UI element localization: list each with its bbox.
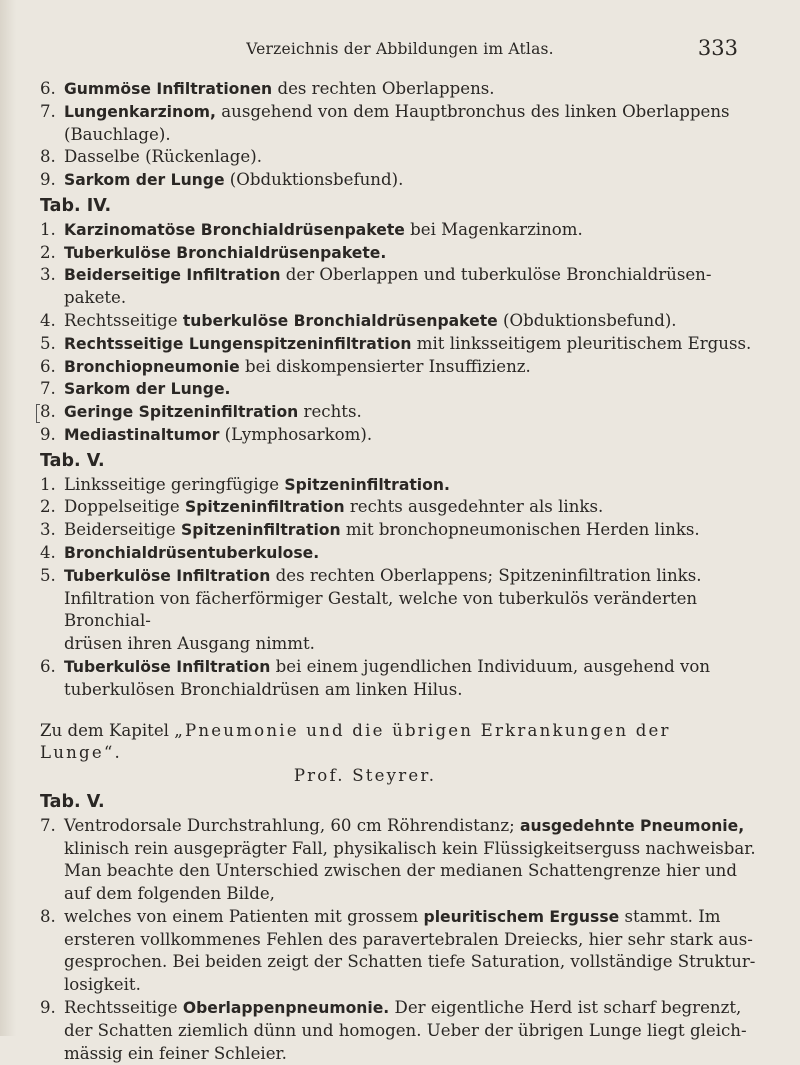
item-bold-term: Gummöse Infiltrationen [64,80,273,98]
item-number: 3. [40,520,56,540]
list-item [40,78,760,101]
item-text-continued: der Schatten ziemlich dünn und homogen. Ueber der übrigen Lunge liegt gleich- [64,1020,747,1040]
item-text-continued: Man beachte den Unterschied zwischen der medianen Schattengrenze hier und [64,861,737,881]
item-number: 6. [40,79,56,98]
item-text-continued: (Bauchlage). [64,124,171,144]
item-text: (Lymphosarkom). [219,424,373,444]
item-bold-term: Tuberkulöse Infiltration [64,657,271,676]
item-number: 2. [40,242,56,262]
item-number: 2. [40,497,56,517]
item-text: mit bronchopneumonischen Herden links. [340,520,700,540]
chapter-title: „Pneumonie und die übrigen Erkrankungen der Lunge“. [40,720,671,763]
item-bold-term: Bronchialdrüsentuberkulose. [64,543,320,562]
item-text-continued: losigkeit. [64,975,141,995]
item-number: 7. [40,101,56,121]
list-item [40,519,760,542]
list-item [40,424,760,447]
running-title: Verzeichnis der Abbildungen im Atlas. [246,40,554,58]
item-number: 6. [40,656,56,676]
item-text: stammt. Im [619,906,721,926]
chapter-author: Prof. Steyrer. [293,766,437,786]
list-item [40,264,760,310]
item-bold-term: Lungenkarzinom, [64,102,216,121]
section-heading-tab-iv: Tab. IV. [40,195,112,216]
item-text: der Oberlappen und tuberkulöse Bronchialdrüsen- [280,265,712,285]
list-item [40,656,760,702]
item-number: 9. [40,998,56,1018]
list-item [40,496,760,519]
item-number: 1. [40,219,56,239]
item-bold-term: Spitzeninfiltration. [284,475,450,494]
item-number: 7. [40,815,56,835]
list-item [40,169,760,192]
item-bold-term: ausgedehnte Pneumonie, [519,816,745,835]
item-text-continued: drüsen ihren Ausgang nimmt. [64,634,315,654]
item-text: Ventrodorsale Durchstrahlung, 60 cm Röhrendistanz; [64,815,520,835]
item-bold-term: Sarkom der Lunge [64,171,225,190]
item-number: 9. [40,424,56,444]
item-number: 1. [40,474,56,494]
item-bold-term: tuberkulöse Bronchialdrüsenpakete [182,311,498,330]
item-bold-term: Karzinomatöse Bronchialdrüsenpakete [64,220,405,239]
item-bold-term: Spitzeninfiltration [181,521,341,540]
item-text: Rechtsseitige [64,998,183,1018]
item-number: 6. [40,356,56,376]
item-number: 8. [40,401,56,424]
section-heading-tab-v-second: Tab. V. [40,791,105,812]
chapter-prefix: Zu dem Kapitel [40,720,175,740]
item-number: 4. [40,542,56,562]
item-bold-term: Tuberkulöse Infiltration [64,566,271,585]
page-header [0,36,800,66]
item-text: ausgehend von dem Hauptbronchus des linken Oberlappens [215,101,730,121]
section-heading-tab-v: Tab. V. [40,450,105,471]
item-text: Der eigentliche Herd ist scharf begrenzt, [389,998,742,1018]
item-text-continued: auf dem folgenden Bilde, [64,884,275,904]
item-number: 5. [40,333,56,353]
item-text-continued: ersteren vollkommenes Fehlen des paravertebralen Dreiecks, hier sehr stark aus- [64,929,753,949]
list-item [40,242,760,265]
list-item [40,146,760,169]
item-bold-term: Sarkom der Lunge. [64,380,231,399]
item-bold-term: pleuritischem Ergusse [423,907,620,926]
item-text-continued: pakete. [64,288,127,308]
item-number: 3. [40,265,56,285]
page-content [40,78,760,1065]
list-item [40,310,760,333]
item-number: 5. [40,565,56,585]
item-text: Linksseitige geringfügige [64,474,285,494]
list-item [40,333,760,356]
list-item [40,219,760,242]
list-item [40,378,760,401]
list-item [40,474,760,497]
list-item [40,101,760,147]
item-number: 7. [40,379,56,399]
item-number: 8. [40,906,56,926]
page-gutter-shadow [0,0,16,1036]
item-bold-term: Mediastinaltumor [64,425,220,444]
list-item [40,356,760,379]
item-text: des rechten Oberlappens; Spitzeninfiltration links. [270,565,702,585]
item-text: Dasselbe (Rückenlage). [64,147,262,167]
item-bold-term: Rechtsseitige Lungenspitzeninfiltration [64,334,412,353]
item-text: rechts ausgedehnter als links. [344,497,604,517]
item-number: 4. [40,310,56,330]
item-bold-term: Tuberkulöse Bronchialdrüsenpakete. [64,243,387,262]
item-bold-term: Beiderseitige Infiltration [64,266,281,285]
item-text-continued: tuberkulösen Bronchialdrüsen am linken Hilus. [64,679,463,699]
item-text: welches von einem Patienten mit grossem [64,906,424,926]
item-text-continued: mässig ein feiner Schleier. [64,1043,287,1063]
item-bold-term: Bronchiopneumonie [64,357,240,376]
item-text: rechts. [298,402,362,422]
item-text: (Obduktionsbefund). [224,170,404,190]
item-number: 8. [40,147,56,167]
item-bold-term: Oberlappenpneumonie. [182,999,390,1018]
item-text: bei Magenkarzinom. [404,219,583,239]
item-text: mit linksseitigem pleuritischem Erguss. [411,333,752,353]
list-item [40,906,760,997]
item-bold-term: Geringe Spitzeninfiltration [64,403,299,422]
list-item [40,401,760,424]
chapter-heading [40,720,760,766]
item-text: Rechtsseitige [64,310,183,330]
list-item [40,542,760,565]
item-text-continued: Infiltration von fächerförmiger Gestalt, welche von tuberkulös veränderten Bronchial- [64,588,698,631]
list-item [40,565,760,656]
item-text: des rechten Oberlappens. [272,79,495,98]
item-text-continued: klinisch rein ausgeprägter Fall, physikalisch kein Flüssigkeitserguss nachweisbar. [64,838,756,858]
item-text: bei einem jugendlichen Individuum, ausgehend von [270,656,711,676]
list-item [40,997,760,1065]
list-item [40,815,760,906]
page-number: 333 [697,36,738,60]
item-text: Beiderseitige [64,520,182,540]
item-text: (Obduktionsbefund). [497,310,677,330]
item-bold-term: Spitzeninfiltration [185,498,345,517]
item-text-continued: gesprochen. Bei beiden zeigt der Schatten tiefe Saturation, vollständige Struktur- [64,952,756,972]
item-number: 9. [40,170,56,190]
item-text: bei diskompensierter Insuffizienz. [239,356,531,376]
item-text: Doppelseitige [64,497,186,517]
